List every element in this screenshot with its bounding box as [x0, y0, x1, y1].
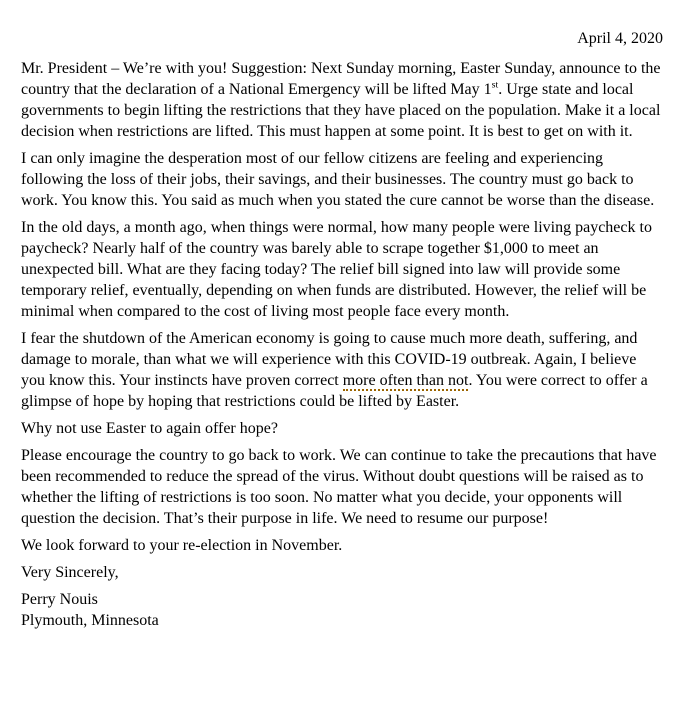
paragraph-text: I fear the shutdown of the American economy is going to cause much more death, suffering, and damage to morale, than what we will experience with this COVID-19 outbreak. Again, I believe you know this. Your instincts have proven correct — [21, 330, 638, 389]
paragraph-text: . Urge state and local governments to begin lifting the restrictions that they have placed on the population. Make it a local decision when restrictions are lifted. This must happen at some point. It is best to get on with it. — [21, 81, 661, 140]
paragraph-text: Why not use Easter to again offer hope? — [21, 420, 278, 437]
letter-paragraph — [21, 418, 663, 439]
letter-paragraph — [21, 562, 663, 583]
letter-body — [21, 58, 663, 631]
letter-paragraph — [21, 328, 663, 412]
letter-paragraph — [21, 535, 663, 556]
paragraph-text: Very Sincerely, — [21, 564, 119, 581]
letter-paragraph — [21, 148, 663, 211]
superscript-text: st — [491, 79, 499, 91]
paragraph-text: I can only imagine the desperation most of our fellow citizens are feeling and experiencing following the loss of their jobs, their savings, and their businesses. The country must go back to work. You know this. You said as much when you stated the cure cannot be worse than the disease. — [21, 150, 655, 209]
letter-date: April 4, 2020 — [577, 30, 663, 47]
grammar-suggestion-underline: more often than not — [342, 372, 469, 389]
paragraph-text: In the old days, a month ago, when things were normal, how many people were living paycheck to paycheck? Nearly half of the country was barely able to scrape together $1,000 to meet an unexpected bill. What are they facing today? The relief bill signed into law will provide some temporary relief, eventually, depending on when funds are distributed. However, the relief will be minimal when compared to the cost of living most people face every month. — [21, 219, 652, 320]
paragraph-text: We look forward to your re-election in November. — [21, 537, 343, 554]
paragraph-text: . You were correct to offer a glimpse of hope by hoping that restrictions could be lifted by Easter. — [21, 372, 648, 410]
paragraph-text: Perry Nouis — [21, 591, 98, 608]
letter-paragraph — [21, 445, 663, 529]
paragraph-text: Plymouth, Minnesota — [21, 612, 159, 629]
letter-paragraph — [21, 589, 663, 631]
paragraph-text: Please encourage the country to go back to work. We can continue to take the precautions that have been recommended to reduce the spread of the virus. Without doubt questions will be raised as to whether the lifting of restrictions is too soon. No matter what you decide, your opponents will question the decision. That’s their purpose in life. We need to resume our purpose! — [21, 447, 657, 527]
letter-paragraph — [21, 217, 663, 322]
letter-paragraph — [21, 58, 663, 142]
paragraph-text: Mr. President – We’re with you! Suggestion: Next Sunday morning, Easter Sunday, announce to the country that the declaration of a National Emergency will be lifted May 1 — [21, 60, 661, 98]
